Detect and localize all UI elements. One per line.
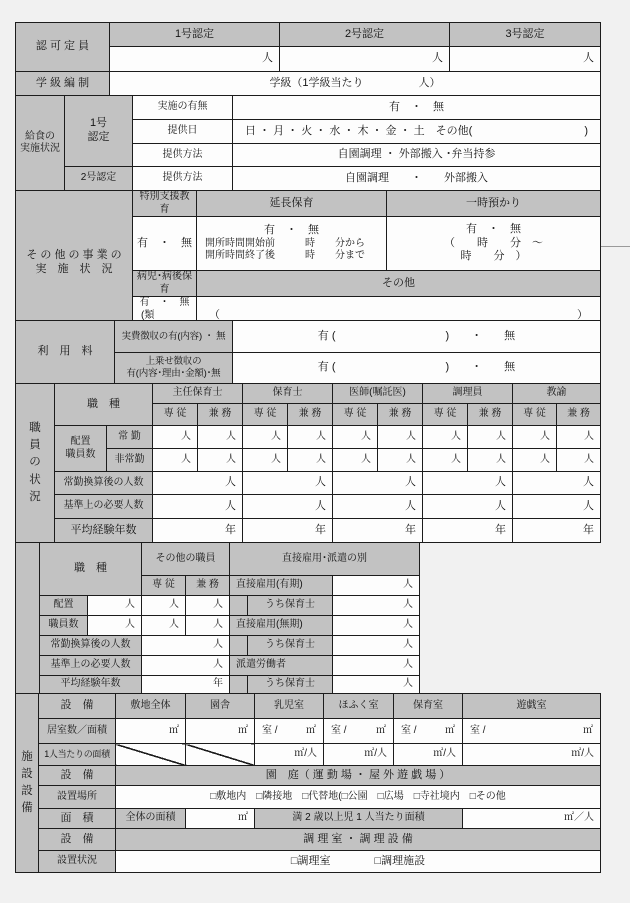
location-label: 設置場所: [39, 786, 116, 809]
equipment-header: 設 備: [39, 694, 116, 719]
nen-cell: 年: [513, 519, 601, 543]
page-edge-artifact-line: [601, 246, 630, 247]
job-type-header: 職 種: [55, 384, 153, 426]
room-slash-text: 室 /: [262, 724, 278, 736]
head-nursery-teacher-header: 主任保育士: [153, 384, 243, 404]
teacher-header: 教諭: [513, 384, 601, 404]
usage-fee-table: [15, 320, 601, 384]
nin-cell: 人: [243, 426, 288, 449]
class-organization-value: 学級（1学級当たり 人）: [110, 72, 601, 96]
class-organization-label: 学 級 編 制: [16, 72, 110, 96]
non-regular-label: 非常勤: [107, 449, 153, 472]
equipment-header: 設 備: [39, 766, 116, 786]
nin-cell: 人: [513, 495, 601, 519]
m2-cell: ㎡: [116, 719, 186, 744]
concurrent-header: 兼 務: [378, 404, 423, 426]
area-label: 面 積: [39, 809, 116, 829]
required-staff-label: 基準上の必要人数: [40, 656, 142, 676]
nin-cell: 人: [142, 596, 186, 616]
nin-cell: 人: [333, 596, 420, 616]
meal-row3-label: 提供方法: [133, 144, 233, 167]
rooms-area-label: 居室数／面積: [39, 719, 116, 744]
direct-employment-header: 直接雇用･派遣の別: [230, 543, 420, 576]
nin-cell: 人: [333, 616, 420, 636]
nin-cell: 人: [333, 472, 423, 495]
nin-cell: 人: [110, 47, 280, 72]
actual-cost-label: 実費徴収の有(内容) ・ 無: [115, 321, 233, 353]
nin-cell: 人: [513, 426, 557, 449]
play-room-header: 遊戯室: [463, 694, 601, 719]
m2-per-person-cell: ㎡／人: [463, 809, 601, 829]
cert-type-2-header: 2号認定: [280, 23, 450, 47]
nin-cell: 人: [198, 449, 243, 472]
actual-cost-value: 有 ( ) ・ 無: [233, 321, 601, 353]
extended-care-value: [197, 217, 387, 271]
nin-cell: 人: [153, 426, 198, 449]
job-type-header: 職 種: [40, 543, 142, 596]
room-area-cell: [255, 719, 324, 744]
nin-cell: 人: [378, 426, 423, 449]
nin-cell: 人: [513, 449, 557, 472]
nin-cell: 人: [333, 676, 420, 694]
cook-header: 調理員: [423, 384, 513, 404]
playground-header: 園 庭（ 運 動 場 ・ 屋 外 遊 戯 場 ）: [116, 766, 601, 786]
indent-filler: [230, 596, 248, 616]
nin-cell: 人: [88, 616, 142, 636]
nin-cell: 人: [423, 449, 468, 472]
total-area-label: 全体の面積: [116, 809, 186, 829]
meal-row4-label: 提供方法: [133, 167, 233, 191]
concurrent-header: 兼 務: [186, 576, 230, 596]
nin-cell: 人: [333, 495, 423, 519]
incl-nursery-teacher-label: うち保育士: [248, 636, 333, 656]
meal-row2-value: [233, 120, 601, 144]
kitchen-header: 調 理 室 ・ 調 理 設 備: [116, 829, 601, 851]
nin-cell: 人: [142, 636, 230, 656]
approved-capacity-table: [15, 22, 601, 72]
nin-cell: 人: [333, 576, 420, 596]
nin-cell: 人: [423, 472, 513, 495]
meal-cert2-label: 2号認定: [65, 167, 133, 191]
nin-cell: 人: [557, 426, 601, 449]
nin-cell: 人: [153, 449, 198, 472]
fulltime-dedicated-header: 専 従: [243, 404, 288, 426]
other-close-paren: ）: [577, 308, 588, 321]
fulltime-dedicated-header: 専 従: [513, 404, 557, 426]
other-programs-table: [15, 190, 601, 336]
diagonal-na-cell: [186, 744, 255, 766]
temporary-care-line3: 時 分 ）: [460, 250, 527, 263]
required-staff-label: 基準上の必要人数: [55, 495, 153, 519]
equipment-header: 設 備: [39, 829, 116, 851]
nin-cell: 人: [557, 449, 601, 472]
regular-label: 常 勤: [107, 426, 153, 449]
meal-service-label: 給食の 実施状況: [16, 96, 65, 191]
room-area-cell: [324, 719, 394, 744]
meal-cert1-label: 1号 認定: [65, 96, 133, 167]
concurrent-header: 兼 務: [557, 404, 601, 426]
building-header: 園舎: [186, 694, 255, 719]
infant-room-header: 乳児室: [255, 694, 324, 719]
fulltime-dedicated-header: 専 従: [153, 404, 198, 426]
room-slash-text: 室 /: [331, 724, 347, 736]
m2-text: ㎡: [376, 724, 386, 736]
sick-child-line2: (類: [141, 309, 155, 321]
sick-child-care-header: 病児･病後保育: [133, 271, 197, 297]
extended-care-header: 延長保育: [197, 191, 387, 217]
direct-fixed-term-label: 直接雇用(有期): [230, 576, 333, 596]
m2-text: ㎡: [445, 724, 455, 736]
usage-fee-label: 利 用 料: [16, 321, 115, 384]
kitchen-checkboxes: □調理室 □調理施設: [116, 851, 601, 873]
diagonal-na-cell: [116, 744, 186, 766]
m2-cell: ㎡: [186, 719, 255, 744]
location-checkboxes: □敷地内 □隣接地 □代替地(□公園 □広場 □寺社境内 □その他: [116, 786, 601, 809]
fulltime-dedicated-header: 専 従: [423, 404, 468, 426]
installation-status-label: 設置状況: [39, 851, 116, 873]
nin-cell: 人: [333, 656, 420, 676]
staff-count-label: 職員数: [40, 616, 88, 636]
other-staff-table: [15, 542, 420, 694]
fulltime-dedicated-header: 専 従: [142, 576, 186, 596]
nursery-teacher-header: 保育士: [243, 384, 333, 404]
nin-cell: 人: [88, 596, 142, 616]
surcharge-value: 有 ( ) ・ 無: [233, 353, 601, 384]
m2-per-person-cell: ㎡/人: [394, 744, 463, 766]
concurrent-header: 兼 務: [468, 404, 513, 426]
nin-cell: 人: [243, 495, 333, 519]
nin-cell: 人: [423, 495, 513, 519]
m2-per-person-cell: ㎡/人: [324, 744, 394, 766]
dispatched-worker-label: 派遣労働者: [230, 656, 333, 676]
nin-cell: 人: [243, 472, 333, 495]
facility-equipment-label: 施 設 設 備: [16, 694, 39, 873]
nin-cell: 人: [333, 426, 378, 449]
nin-cell: 人: [468, 449, 513, 472]
other-staff-left-filler: [16, 543, 40, 694]
nen-cell: 年: [333, 519, 423, 543]
nin-cell: 人: [288, 449, 333, 472]
meal-row2-label: 提供日: [133, 120, 233, 144]
m2-cell: ㎡: [186, 809, 255, 829]
fulltime-equivalent-label: 常勤換算後の人数: [55, 472, 153, 495]
meal-row3-value: 自園調理 ・ 外部搬入 ･弁当持参: [233, 144, 601, 167]
indent-filler: [230, 636, 248, 656]
other-staff-header: その他の職員: [142, 543, 230, 576]
surcharge-label: 上乗せ徴収の 有(内容･理由･金額)･無: [115, 353, 233, 384]
extended-care-line1: 有 ・ 無: [264, 224, 319, 237]
room-area-cell: [394, 719, 463, 744]
concurrent-header: 兼 務: [288, 404, 333, 426]
nen-cell: 年: [423, 519, 513, 543]
approved-capacity-label: 認 可 定 員: [16, 23, 110, 72]
area-per-person-label: 1人当たりの面積: [39, 744, 116, 766]
nin-cell: 人: [153, 495, 243, 519]
nin-cell: 人: [450, 47, 601, 72]
area-per-child-label: 満 2 歳以上児 1 人当たり面積: [255, 809, 463, 829]
nen-cell: 年: [243, 519, 333, 543]
concurrent-header: 兼 務: [198, 404, 243, 426]
nin-cell: 人: [468, 426, 513, 449]
special-support-header: 特別支援教育: [133, 191, 197, 217]
staff-status-table: [15, 383, 601, 543]
facility-equipment-table: [15, 693, 601, 873]
sick-child-line1: 有 ・ 無: [139, 297, 190, 308]
cert-type-3-header: 3号認定: [450, 23, 601, 47]
m2-text: ㎡: [583, 724, 593, 736]
nursery-room-header: 保育室: [394, 694, 463, 719]
meal-days-paren: ): [584, 124, 588, 137]
nin-cell: 人: [423, 426, 468, 449]
meal-service-table: [15, 95, 601, 191]
average-experience-label: 平均経験年数: [40, 676, 142, 694]
temporary-care-header: 一時預かり: [387, 191, 601, 217]
average-experience-label: 平均経験年数: [55, 519, 153, 543]
nin-cell: 人: [186, 596, 230, 616]
staff-status-label: 職 員 の 状 況: [16, 384, 55, 543]
meal-row1-value: 有 ・ 無: [233, 96, 601, 120]
other-programs-label: そ の 他 の 事 業 の 実 施 状 況: [16, 191, 133, 336]
m2-per-person-cell: ㎡/人: [255, 744, 324, 766]
meal-row1-label: 実施の有無: [133, 96, 233, 120]
extended-care-line3: 開所時間終了後 時 分まで: [205, 250, 365, 262]
nin-cell: 人: [333, 449, 378, 472]
site-total-header: 敷地全体: [116, 694, 186, 719]
nin-cell: 人: [142, 656, 230, 676]
nin-cell: 人: [280, 47, 450, 72]
cert-type-1-header: 1号認定: [110, 23, 280, 47]
room-slash-text: 室 /: [470, 724, 486, 736]
nin-cell: 人: [198, 426, 243, 449]
nin-cell: 人: [186, 616, 230, 636]
nin-cell: 人: [333, 636, 420, 656]
incl-nursery-teacher-label: うち保育士: [248, 596, 333, 616]
special-support-value: 有 ・ 無: [133, 217, 197, 271]
temporary-care-line2: （ 時 分 ～: [444, 236, 543, 249]
meal-days-text: 日 ・ 月 ・ 火 ・ 水 ・ 木 ・ 金 ・ 土 その他(: [245, 124, 473, 137]
other-header: その他: [197, 271, 601, 297]
nin-cell: 人: [243, 449, 288, 472]
nin-cell: 人: [142, 616, 186, 636]
temporary-care-line1: 有 ・ 無: [466, 222, 521, 235]
indent-filler: [230, 676, 248, 694]
nin-cell: 人: [378, 449, 423, 472]
m2-per-person-cell: ㎡/人: [463, 744, 601, 766]
m2-text: ㎡: [306, 724, 316, 736]
assigned-label: 配置: [40, 596, 88, 616]
nin-cell: 人: [153, 472, 243, 495]
extended-care-line2: 開所時間開始前 時 分から: [205, 237, 365, 249]
meal-row4-value: 自園調理 ・ 外部搬入: [233, 167, 601, 191]
assigned-staff-label: 配置 職員数: [55, 426, 107, 472]
doctor-header: 医師(嘱託医): [333, 384, 423, 404]
crawling-room-header: ほふく室: [324, 694, 394, 719]
fulltime-equivalent-label: 常勤換算後の人数: [40, 636, 142, 656]
temporary-care-value: [387, 217, 601, 271]
room-slash-text: 室 /: [401, 724, 417, 736]
nen-cell: 年: [142, 676, 230, 694]
nin-cell: 人: [513, 472, 601, 495]
fulltime-dedicated-header: 専 従: [333, 404, 378, 426]
class-organization-table: [15, 71, 601, 96]
nen-cell: 年: [153, 519, 243, 543]
incl-nursery-teacher-label: うち保育士: [248, 676, 333, 694]
other-open-paren: （: [209, 308, 220, 321]
room-area-cell: [463, 719, 601, 744]
direct-permanent-label: 直接雇用(無期): [230, 616, 333, 636]
nin-cell: 人: [288, 426, 333, 449]
